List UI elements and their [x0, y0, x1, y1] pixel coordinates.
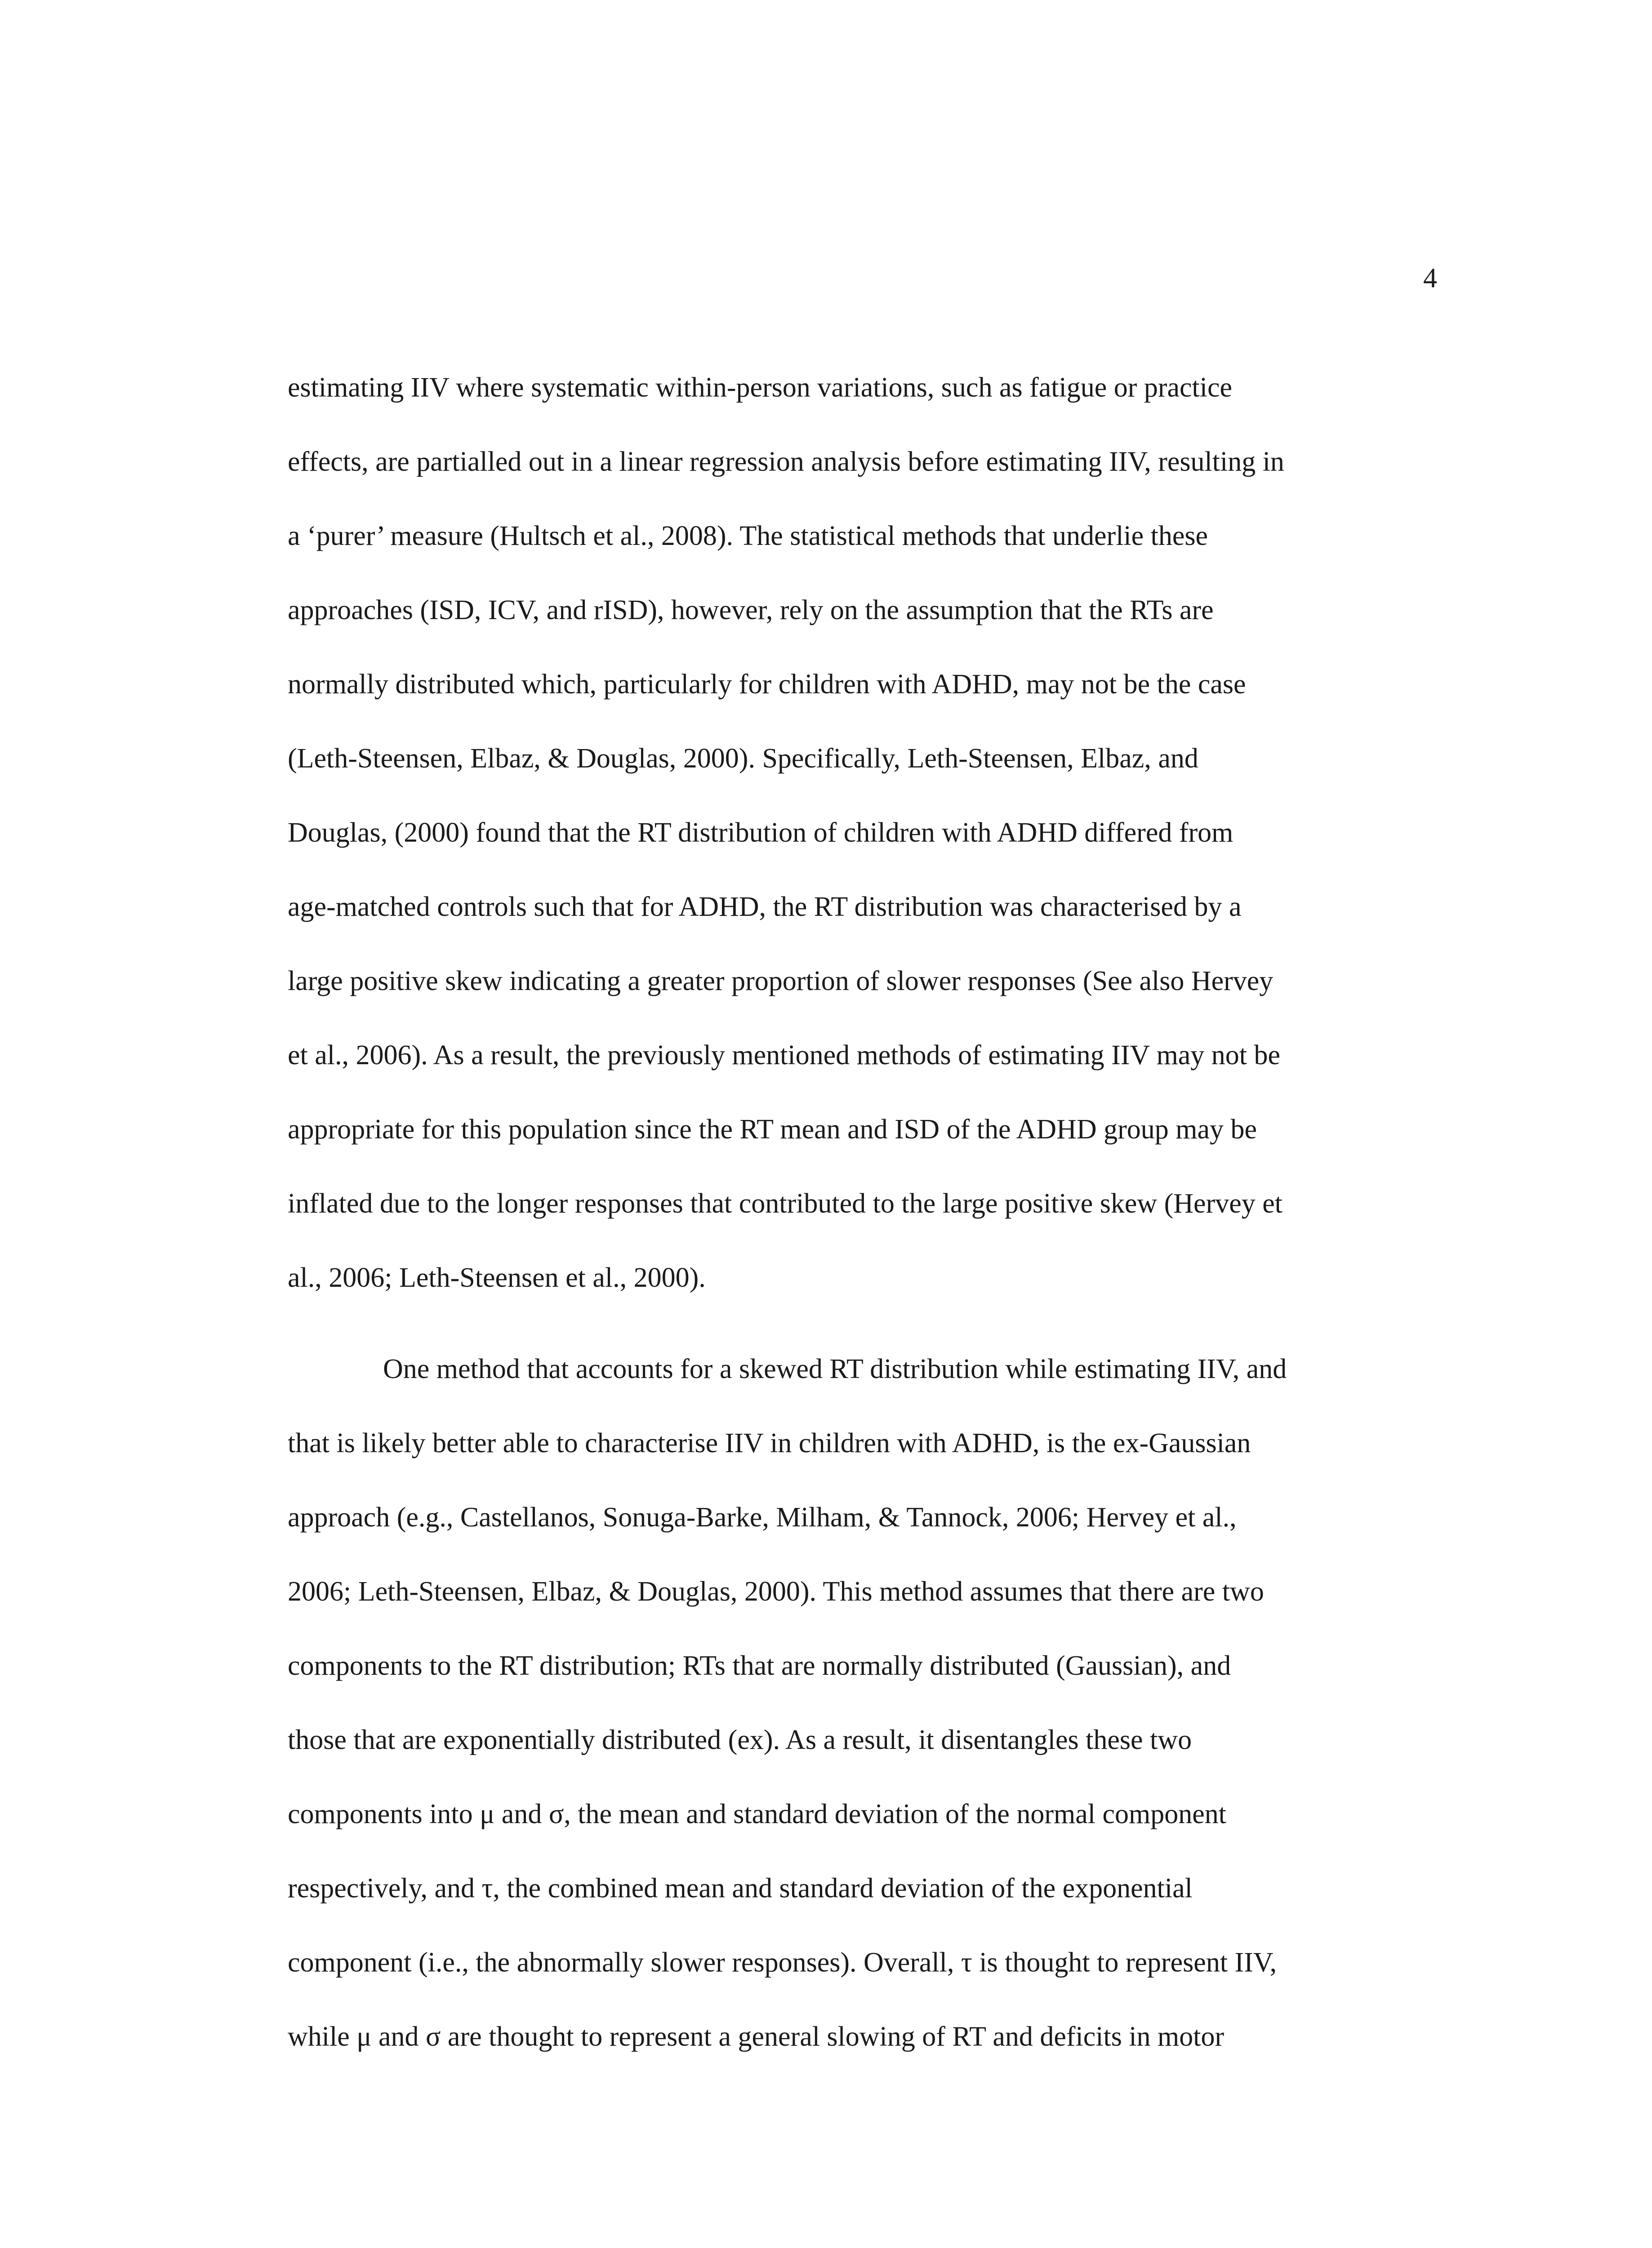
text-line: age-matched controls such that for ADHD, the RT distribution was characterised by a: [288, 892, 1242, 922]
page-number: 4: [1423, 263, 1437, 294]
text-line: component (i.e., the abnormally slower responses). Overall, τ is thought to represent IIV,: [288, 1947, 1277, 1978]
text-line: One method that accounts for a skewed RT distribution while estimating IIV, and: [383, 1354, 1287, 1384]
text-line: Douglas, (2000) found that the RT distribution of children with ADHD differed from: [288, 817, 1233, 848]
text-line: (Leth-Steensen, Elbaz, & Douglas, 2000). Specifically, Leth-Steensen, Elbaz, and: [288, 743, 1198, 774]
text-line: a ‘purer’ measure (Hultsch et al., 2008). The statistical methods that underlie these: [288, 521, 1208, 551]
text-line: large positive skew indicating a greater proportion of slower responses (See also Hervey: [288, 966, 1274, 996]
text-line: respectively, and τ, the combined mean and standard deviation of the exponential: [288, 1873, 1193, 1904]
paragraph-spacer: [288, 1329, 1444, 1347]
text-line: al., 2006; Leth-Steensen et al., 2000).: [288, 1262, 706, 1293]
text-line: components into μ and σ, the mean and standard deviation of the normal component: [288, 1799, 1227, 1829]
text-line: effects, are partialled out in a linear regression analysis before estimating IIV, resulting in: [288, 446, 1284, 477]
text-line: while μ and σ are thought to represent a general slowing of RT and deficits in motor: [288, 2021, 1225, 2052]
text-line: approach (e.g., Castellanos, Sonuga-Barke, Milham, & Tannock, 2006; Hervey et al.,: [288, 1502, 1237, 1533]
body-text: [288, 365, 1444, 2088]
text-line: 2006; Leth-Steensen, Elbaz, & Douglas, 2000). This method assumes that there are two: [288, 1576, 1264, 1607]
text-line: that is likely better able to characterise IIV in children with ADHD, is the ex-Gaussian: [288, 1428, 1251, 1459]
text-line: inflated due to the longer responses that contributed to the large positive skew (Hervey et: [288, 1188, 1282, 1219]
text-line: components to the RT distribution; RTs that are normally distributed (Gaussian), and: [288, 1650, 1231, 1681]
text-line: estimating IIV where systematic within-person variations, such as fatigue or practice: [288, 372, 1233, 403]
paragraph-1: [288, 365, 1444, 1329]
text-line: et al., 2006). As a result, the previously mentioned methods of estimating IIV may not be: [288, 1040, 1281, 1070]
text-line: approaches (ISD, ICV, and rISD), however, rely on the assumption that the RTs are: [288, 595, 1214, 625]
text-line: appropriate for this population since the RT mean and ISD of the ADHD group may be: [288, 1114, 1257, 1145]
text-line: normally distributed which, particularly for children with ADHD, may not be the case: [288, 669, 1246, 700]
paragraph-2: [288, 1347, 1444, 2088]
text-line: those that are exponentially distributed (ex). As a result, it disentangles these two: [288, 1725, 1192, 1755]
